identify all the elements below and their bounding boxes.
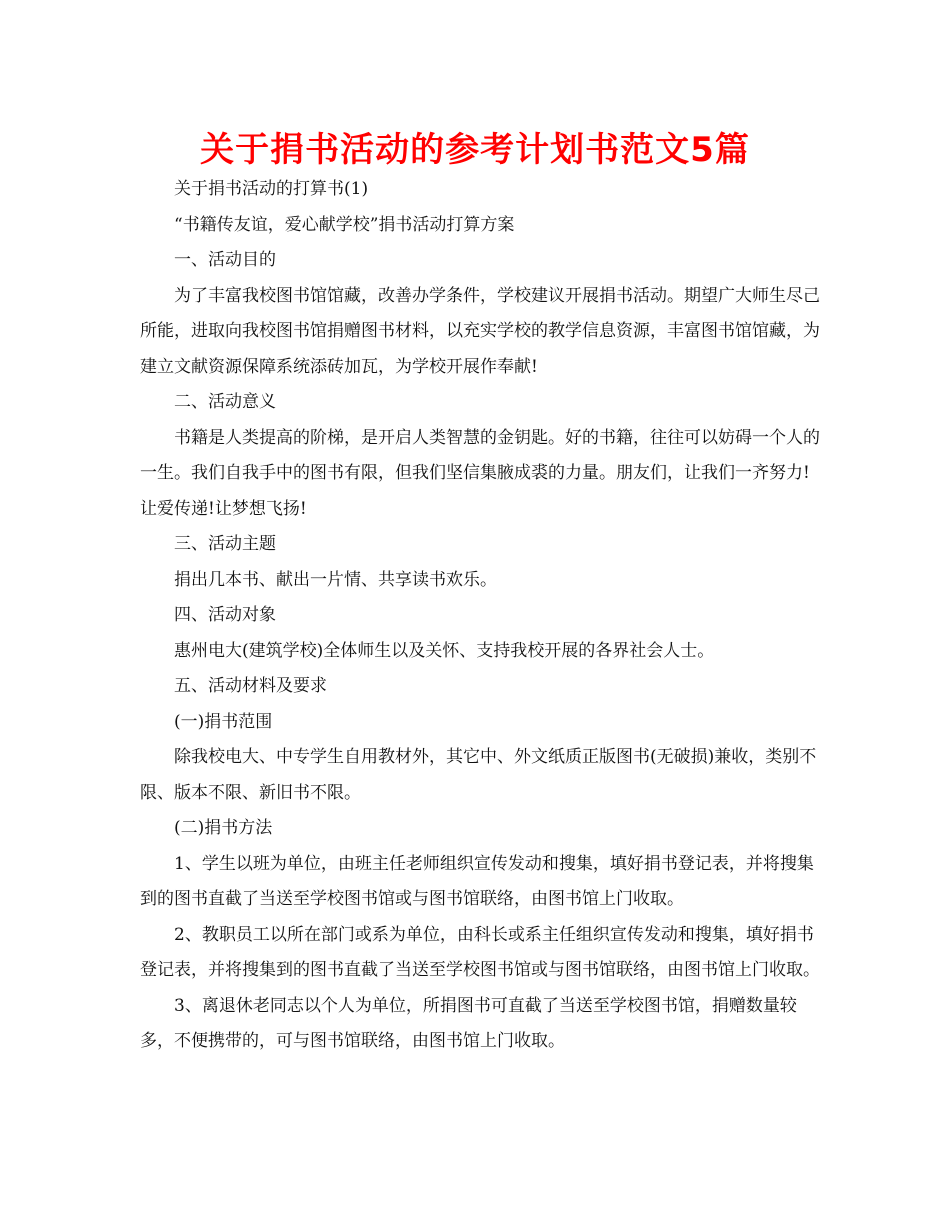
paragraph-subtitle: 关于捐书活动的打算书(1) — [174, 179, 369, 199]
subsection-heading-scope: (一)捐书范围 — [174, 711, 273, 732]
paragraph-audience: 惠州电大(建筑学校)全体师生以及关怀、支持我校开展的各界社会人士。 — [174, 640, 715, 661]
paragraph-method-students: 1、学生以班为单位，由班主任老师组织宣传发动和搜集，填好捐书登记表，并将搜集到的图书直截了当送至学校图书馆或与图书馆联络，由图书馆上门收取。 — [140, 853, 814, 909]
section-heading-materials: 五、活动材料及要求 — [174, 676, 327, 696]
document-body — [140, 172, 820, 1060]
paragraph-scope: 除我校电大、中专学生自用教材外，其它中、外文纸质正版图书(无破损)兼收，类别不限、版本不限、新旧书不限。 — [140, 747, 817, 803]
paragraph-plan-name: “书籍传友谊，爱心献学校”捐书活动打算方案 — [174, 214, 515, 235]
subsection-heading-method: (二)捐书方法 — [174, 818, 273, 838]
paragraph-method-staff: 2、教职员工以所在部门或系为单位，由科长或系主任组织宣传发动和搜集，填好捐书登记表，并将搜集到的图书直截了当送至学校图书馆或与图书馆联络，由图书馆上门收取。 — [140, 924, 820, 980]
section-heading-theme: 三、活动主题 — [174, 534, 276, 554]
document-title: 关于捐书活动的参考计划书范文5篇 — [200, 130, 750, 170]
section-heading-significance: 二、活动意义 — [174, 392, 276, 412]
paragraph-theme: 捐出几本书、献出一片情、共享读书欢乐。 — [174, 569, 497, 590]
section-heading-audience: 四、活动对象 — [174, 605, 276, 625]
paragraph-purpose: 为了丰富我校图书馆馆藏，改善办学条件，学校建议开展捐书活动。期望广大师生尽己所能，进取向我校图书馆捐赠图书材料，以充实学校的教学信息资源，丰富图书馆馆藏，为建立文献资源保障系统添砖加瓦，为学校开展作奉献! — [140, 285, 820, 377]
paragraph-significance: 书籍是人类提高的阶梯，是开启人类智慧的金钥匙。好的书籍，往往可以妨碍一个人的一生。我们自我手中的图书有限，但我们坚信集腋成裘的力量。朋友们，让我们一齐努力!让爱传递!让梦想飞扬! — [140, 427, 820, 519]
section-heading-purpose: 一、活动目的 — [174, 250, 276, 270]
paragraph-method-retirees: 3、离退休老同志以个人为单位，所捐图书可直截了当送至学校图书馆，捐赠数量较多，不便携带的，可与图书馆联络，由图书馆上门收取。 — [140, 995, 797, 1051]
